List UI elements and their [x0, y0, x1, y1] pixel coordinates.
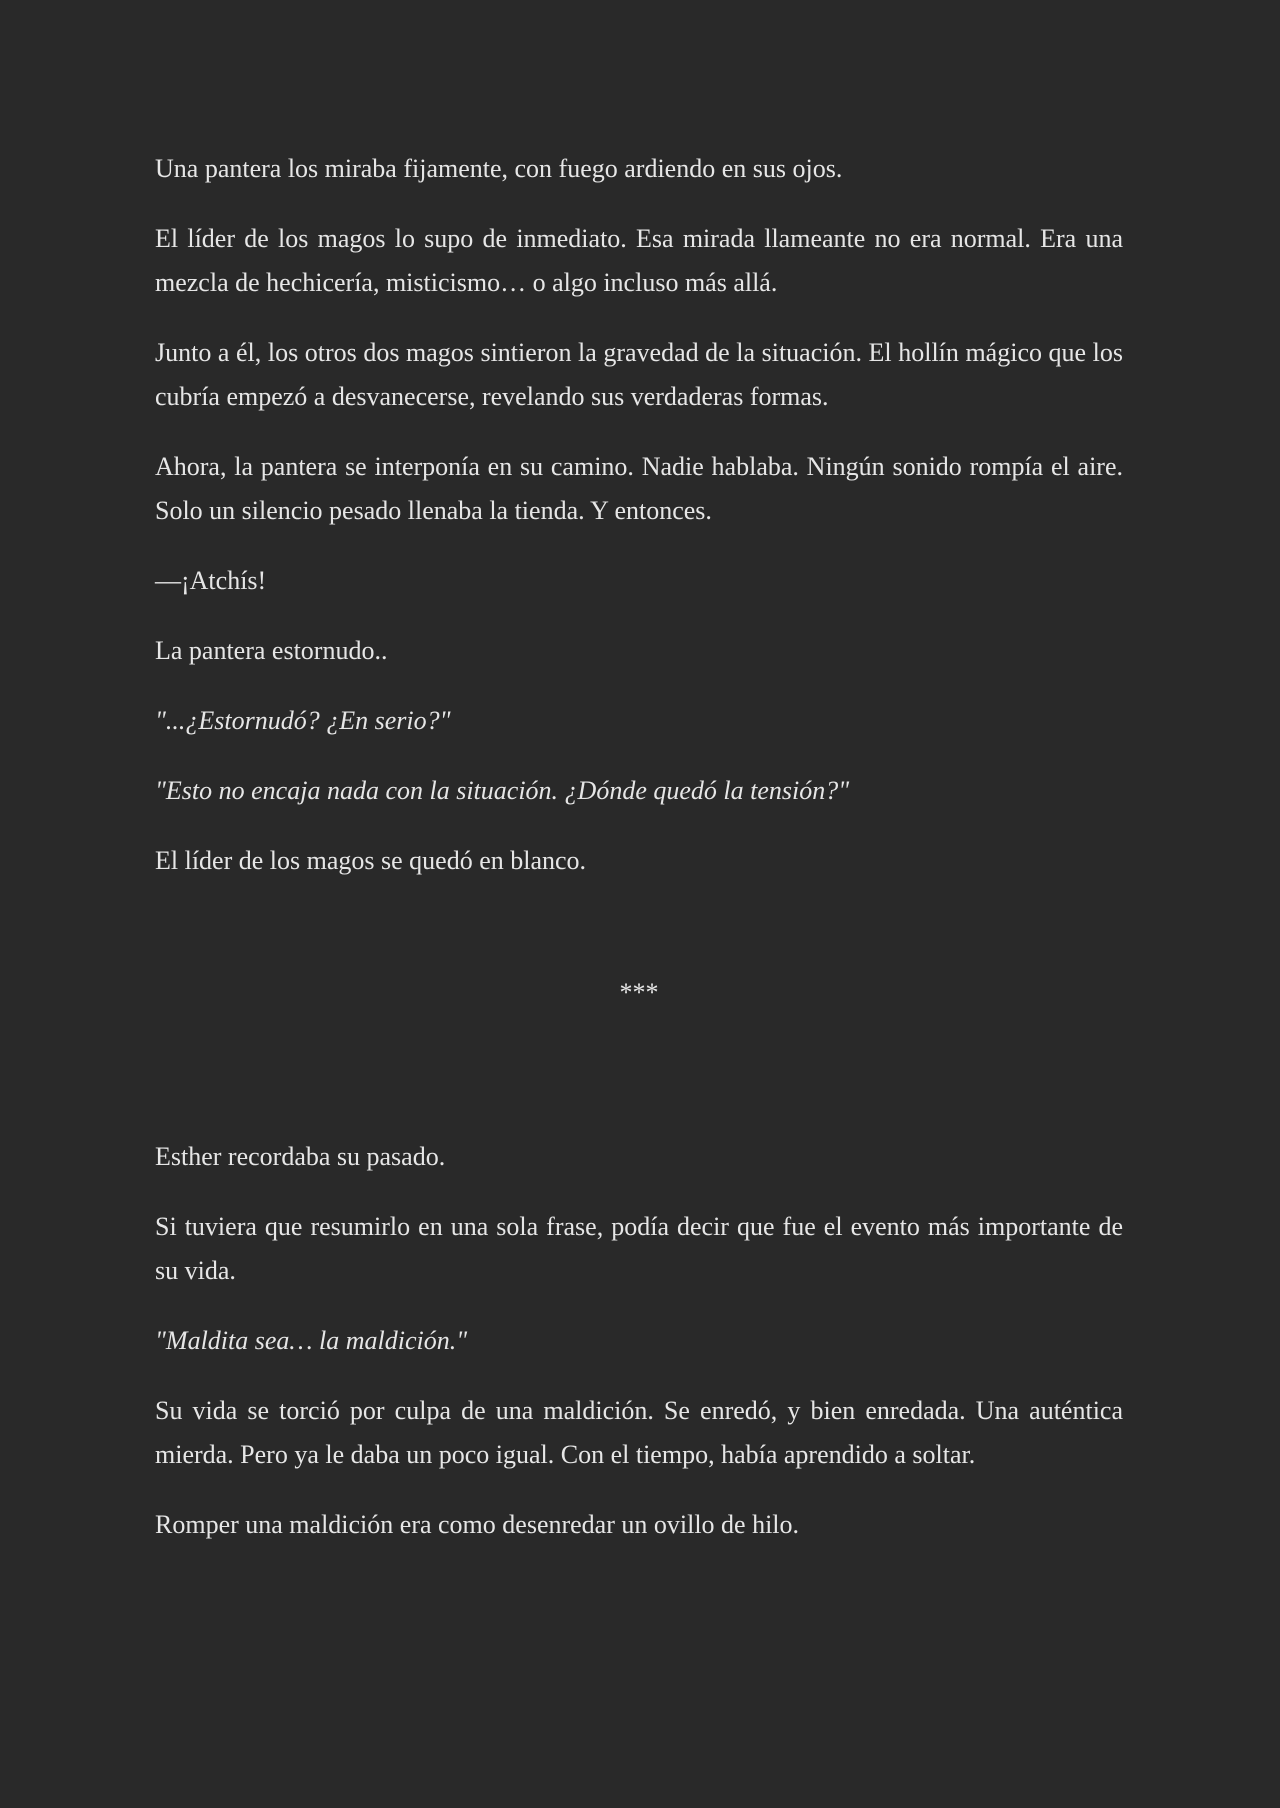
paragraph: Su vida se torció por culpa de una maldición. Se enredó, y bien enredada. Una auténtica mierda. Pero ya le daba un poco igual. Con el tiempo, había aprendido a soltar. — [155, 1396, 1123, 1469]
paragraph: Ahora, la pantera se interponía en su camino. Nadie hablaba. Ningún sonido rompía el aire. Solo un silencio pesado llenaba la tienda. Y entonces. — [155, 452, 1123, 525]
paragraph: Romper una maldición era como desenredar un ovillo de hilo. — [155, 1510, 800, 1539]
paragraph: El líder de los magos se quedó en blanco. — [155, 846, 587, 875]
thought-paragraph: "Maldita sea… la maldición." — [155, 1326, 468, 1355]
paragraph: El líder de los magos lo supo de inmediato. Esa mirada llameante no era normal. Era una mezcla de hechicería, misticismo… o algo incluso más allá. — [155, 224, 1123, 297]
paragraph: Esther recordaba su pasado. — [155, 1142, 446, 1171]
scene-separator: *** — [619, 978, 659, 1007]
paragraph: Si tuviera que resumirlo en una sola frase, podía decir que fue el evento más importante de su vida. — [155, 1212, 1123, 1285]
paragraph: Una pantera los miraba fijamente, con fuego ardiendo en sus ojos. — [155, 154, 843, 183]
dialogue-paragraph: —¡Atchís! — [155, 566, 267, 595]
chapter-content — [155, 147, 1123, 1573]
thought-paragraph: "...¿Estornudó? ¿En serio?" — [155, 706, 451, 735]
thought-paragraph: "Esto no encaja nada con la situación. ¿Dónde quedó la tensión?" — [155, 776, 850, 805]
paragraph: La pantera estornudo.. — [155, 636, 388, 665]
paragraph: Junto a él, los otros dos magos sintieron la gravedad de la situación. El hollín mágico que los cubría empezó a desvanecerse, revelando sus verdaderas formas. — [155, 338, 1123, 411]
